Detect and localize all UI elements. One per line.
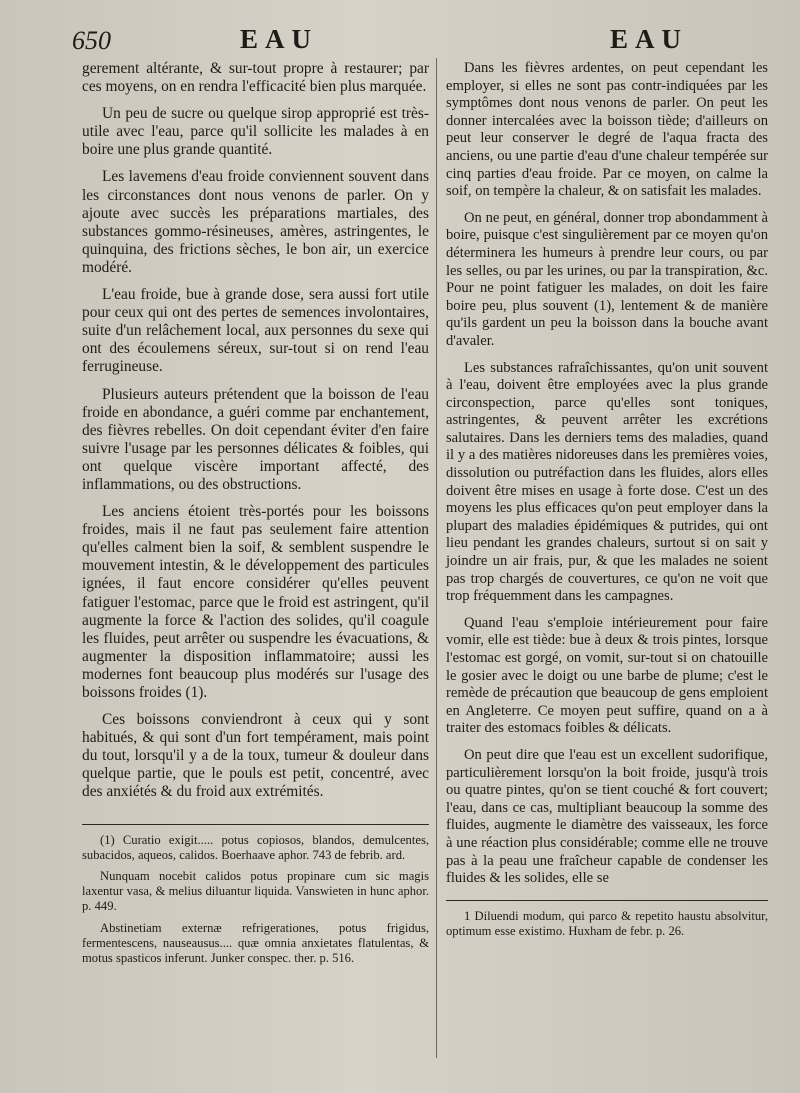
footnote: Abstinetiam externæ refrigerationes, potus frigidus, fermentescens, nauseausus.... quæ omnia anxietates flatulentas, & motus spasticos inferunt. Junker conspec. ther. p. 516.	[82, 920, 429, 965]
paragraph: Les anciens étoient très-portés pour les boissons froides, mais il ne faut pas seulement faire attention qu'elles calment bien la soif, & semblent suspendre le mouvement intestin, & le développement des particules ignées, il faut encore considérer qu'elles peuvent fatiguer l'estomac, parce que le froid est astringent, qu'il augmente la force & l'action des solides, qu'il coagule les fluides, peut arrêter ou suspendre les évacuations, & augmenter la disposition inflammatoire; aussi les modernes font beaucoup plus modérés sur l'usage des boissons froides (1).	[82, 503, 429, 701]
column-divider	[436, 58, 437, 1058]
footnote: 1 Diluendi modum, qui parco & repetito haustu absolvitur, optimum esse existimo. Huxham de febr. p. 26.	[446, 908, 768, 938]
paragraph: Les substances rafraîchissantes, qu'on unit souvent à l'eau, doivent être employées avec la plus grande circonspection, parce qu'elles sont toniques, astringentes, & peuvent arrêter les excrétions salutaires. Dans les derniers tems des maladies, quand il y a des matières nidoreuses dans les premières voies, dissolution ou putréfaction dans les fluides, alors elles doivent être mises en usage à forte dose. C'est un des moyens les plus efficaces qu'on peut employer dans la plupart des maladies épidémiques & putrides, qui ont lieu pendant les grandes chaleurs, surtout si on sait y joindre un air frais, pur, & que les malades ne soient pas trop chargés de couvertures, ce qu'on ne voit que trop fréquemment dans les campagnes.	[446, 359, 768, 605]
running-head-right: EAU	[610, 24, 689, 54]
footnote: Nunquam nocebit calidos potus propinare cum sic magis laxentur vasa, & melius diluantur liquida. Vanswieten in hunc aphor. p. 449.	[82, 868, 429, 914]
paragraph: Ces boissons conviendront à ceux qui y sont habitués, & qui sont d'un fort tempérament, mais point du tout, lorsqu'il y a de la toux, tumeur & douleur dans quelque partie, que le pouls est petit, concentré, avec des anxiétés & du froid aux extrémités.	[82, 711, 429, 801]
page-number: 650	[72, 26, 111, 55]
page-header	[0, 22, 800, 62]
paragraph: Un peu de sucre ou quelque sirop approprié est très-utile avec l'eau, parce qu'il sollicite les malades à en boire une plus grande quantité.	[82, 105, 429, 159]
paragraph: Les lavemens d'eau froide conviennent souvent dans les circonstances dont nous venons de parler. On y ajoute avec succès les préparations martiales, des substances gommo-résineuses, amères, astringentes, le quinquina, des frictions sèches, le bon air, un exercice modéré.	[82, 168, 429, 276]
paragraph: Quand l'eau s'emploie intérieurement pour faire vomir, elle est tiède: bue à deux & trois pintes, lorsque l'estomac est gorgé, on vomit, sur-tout si on chatouille le gosier avec le doigt ou une barbe de plume; c'est le remède de précaution que beaucoup de gens emploient en Angleterre. Ce moyen peut suffire, quand on a à traiter des estomacs foibles & délicats.	[446, 614, 768, 737]
paragraph: Plusieurs auteurs prétendent que la boisson de l'eau froide en abondance, a guéri comme par enchantement, des fièvres rebelles. On doit cependant éviter d'en faire suivre l'usage par les personnes délicates & foibles, qui ont quelque viscère important affecté, des inflammations, ou des obstructions.	[82, 385, 429, 493]
paragraph: L'eau froide, bue à grande dose, sera aussi fort utile pour ceux qui ont des pertes de semences involontaires, suite d'un relâchement local, aux personnes du sexe qui ont des écoulemens séreux, sur-tout si on rend l'eau ferrugineuse.	[82, 286, 429, 376]
footnote: (1) Curatio exigit..... potus copiosos, blandos, demulcentes, subacidos, aqueos, calidos. Boerhaave aphor. 743 de febrib. ard.	[82, 832, 429, 862]
running-head-left: EAU	[240, 24, 319, 54]
left-column	[82, 60, 429, 972]
footnote-rule	[446, 900, 768, 901]
footnote-rule	[82, 824, 429, 825]
paragraph: On peut dire que l'eau est un excellent sudorifique, particulièrement lorsqu'on la boit froide, jusqu'à trois ou quatre pintes, qu'on se tient couché & fort couvert; l'eau, dans ce cas, multipliant beaucoup la somme des fluides, augmente le diamètre des vaisseaux, les force à une réaction plus considérable; comme elle ne trouve pas à la peau une fraîcheur capable de condenser les fluides & les solides, elle se	[446, 746, 768, 887]
paragraph: On ne peut, en général, donner trop abondamment à boire, puisque c'est singulièrement par ce moyen qu'on déterminera les humeurs à prendre leur cours, ou par les selles, ou par les urines, ou par la transpiration, &c. Pour ne point fatiguer les malades, on doit les faire boire peu, plus souvent (1), lentement & de manière qu'ils gardent un peu la boisson dans la bouche avant d'avaler.	[446, 209, 768, 349]
paragraph: gerement altérante, & sur-tout propre à restaurer; par ces moyens, on en rendra l'efficacité bien plus marquée.	[82, 60, 429, 96]
right-column	[446, 60, 768, 945]
paragraph: Dans les fièvres ardentes, on peut cependant les employer, si elles ne sont pas contr-indiquées par les symptômes dont nous venons de parler. On peut les donner intercalées avec la boisson tiède; d'ailleurs on peut leur conserver le degré de l'aqua fracta des anciens, ou une partie d'eau d'une chaleur tempérée sur cinq parties d'eau froide. Par ce moyen, on calme la soif, on tempère la chaleur, & on satisfait les malades.	[446, 60, 768, 200]
